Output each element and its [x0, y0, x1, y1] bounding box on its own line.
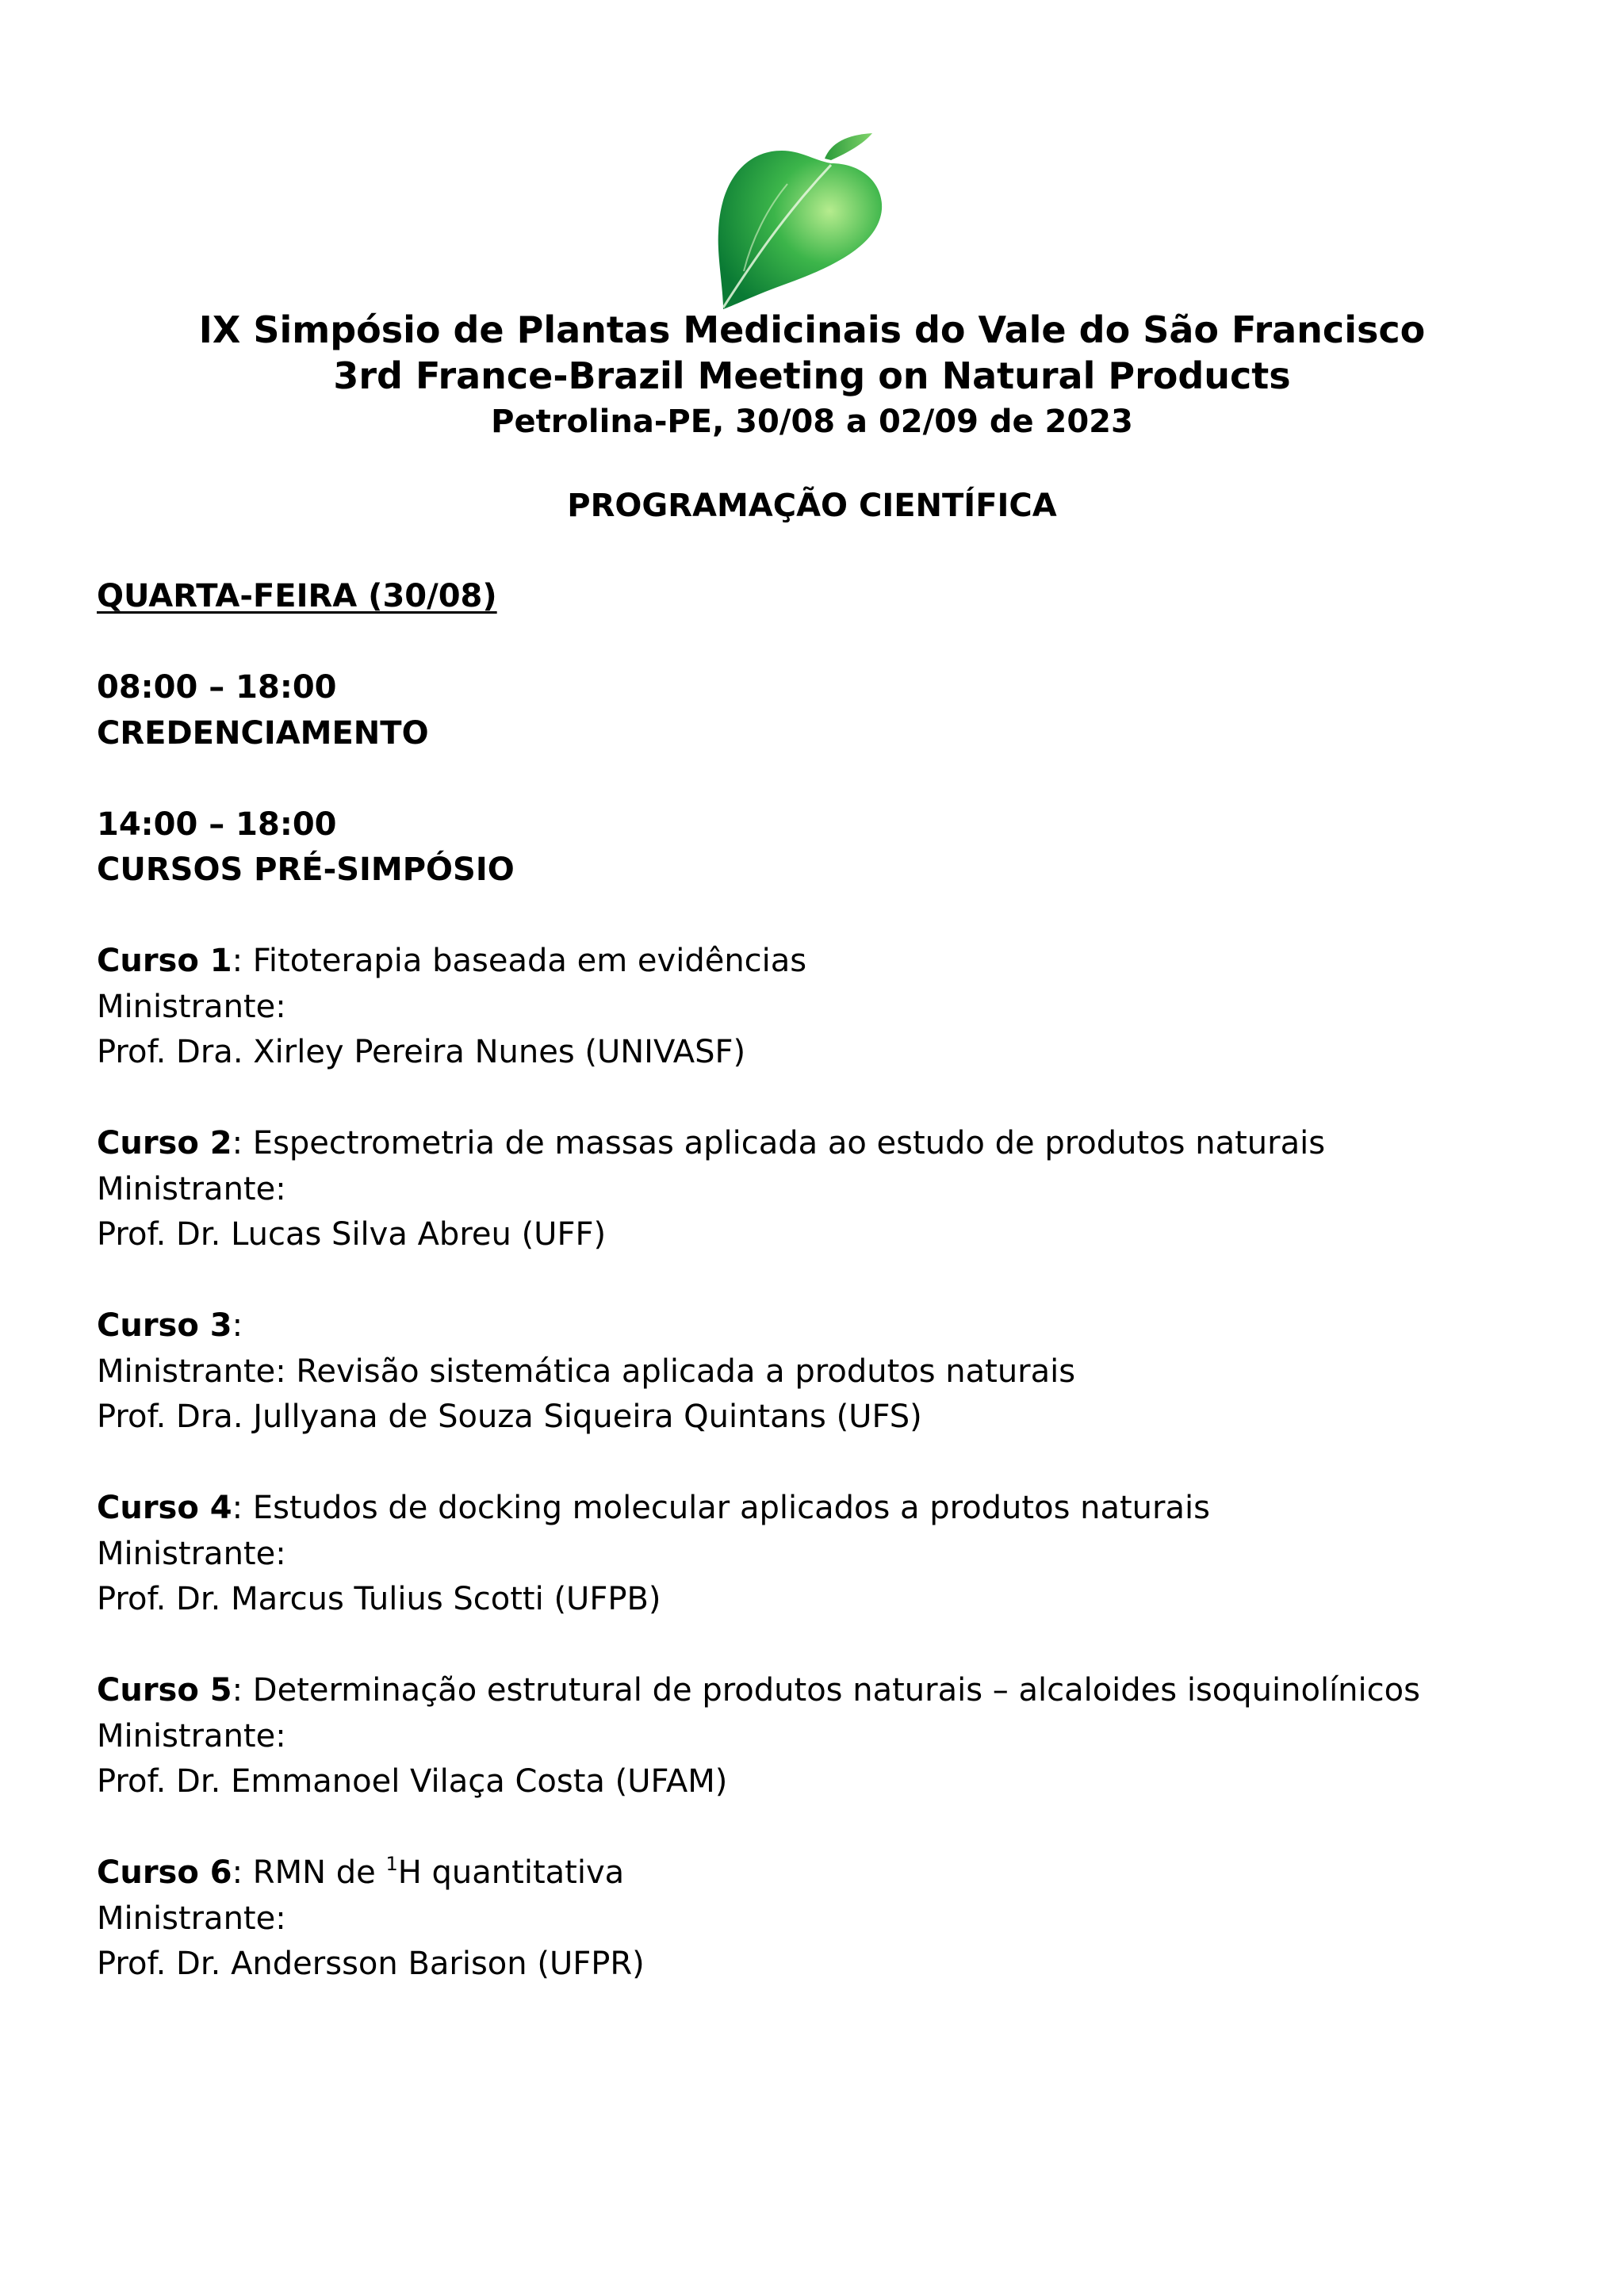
course-label: Curso 3: [97, 1307, 232, 1344]
course-topic-prefix: : RMN de: [232, 1854, 386, 1891]
program-content: [97, 574, 1524, 1988]
course-instructor-label: Ministrante:: [97, 1900, 286, 1937]
leaf-logo-icon: [712, 128, 888, 311]
course-heading: [97, 1121, 1524, 1167]
course-topic: : Espectrometria de massas aplicada ao estudo de produtos naturais: [232, 1125, 1326, 1161]
event-location-dates: Petrolina-PE, 30/08 a 02/09 de 2023: [491, 404, 1133, 440]
course-instructor: Prof. Dr. Emmanoel Vilaça Costa (UFAM): [97, 1763, 728, 1800]
session-time: 14:00 – 18:00: [97, 806, 337, 843]
course-label: Curso 5: [97, 1672, 232, 1709]
course-instructor-label: Ministrante: Revisão sistemática aplicada a produtos naturais: [97, 1353, 1076, 1390]
program-title: PROGRAMAÇÃO CIENTÍFICA: [567, 488, 1057, 524]
course-instructor: Prof. Dra. Xirley Pereira Nunes (UNIVASF): [97, 1034, 746, 1070]
course-topic: : Determinação estrutural de produtos naturais – alcaloides isoquinolínicos: [232, 1672, 1420, 1709]
session-title: CURSOS PRÉ-SIMPÓSIO: [97, 851, 515, 888]
course-heading: [97, 1486, 1524, 1532]
event-title-line2: 3rd France-Brazil Meeting on Natural Products: [333, 354, 1291, 397]
course-heading: [97, 939, 1524, 985]
course-instructor-label: Ministrante:: [97, 988, 286, 1025]
course-label: Curso 2: [97, 1125, 232, 1161]
course-topic: : Estudos de docking molecular aplicados a produtos naturais: [232, 1490, 1210, 1526]
course-heading: [97, 1850, 1524, 1896]
course-instructor-label: Ministrante:: [97, 1170, 286, 1207]
course-instructor: Prof. Dr. Lucas Silva Abreu (UFF): [97, 1216, 607, 1253]
course-heading: [97, 1303, 1524, 1349]
course-topic: : Fitoterapia baseada em evidências: [232, 943, 807, 979]
course-instructor-label: Ministrante:: [97, 1717, 286, 1755]
course-topic: :: [232, 1307, 243, 1344]
course-label: Curso 4: [97, 1490, 232, 1526]
session-title: CREDENCIAMENTO: [97, 714, 429, 752]
course-instructor: Prof. Dr. Marcus Tulius Scotti (UFPB): [97, 1581, 661, 1617]
course-heading: [97, 1668, 1524, 1714]
course-label: Curso 1: [97, 943, 232, 979]
session-time: 08:00 – 18:00: [97, 669, 337, 706]
course-instructor: Prof. Dra. Jullyana de Souza Siqueira Quintans (UFS): [97, 1399, 922, 1435]
course-label: Curso 6: [97, 1854, 232, 1891]
course-instructor: Prof. Dr. Andersson Barison (UFPR): [97, 1946, 645, 1982]
superscript-number: 1: [385, 1853, 398, 1875]
event-title-line1: IX Simpósio de Plantas Medicinais do Vale do São Francisco: [198, 308, 1426, 351]
course-instructor-label: Ministrante:: [97, 1535, 286, 1572]
day-heading: QUARTA-FEIRA (30/08): [97, 578, 497, 614]
course-topic-suffix: H quantitativa: [397, 1854, 625, 1891]
